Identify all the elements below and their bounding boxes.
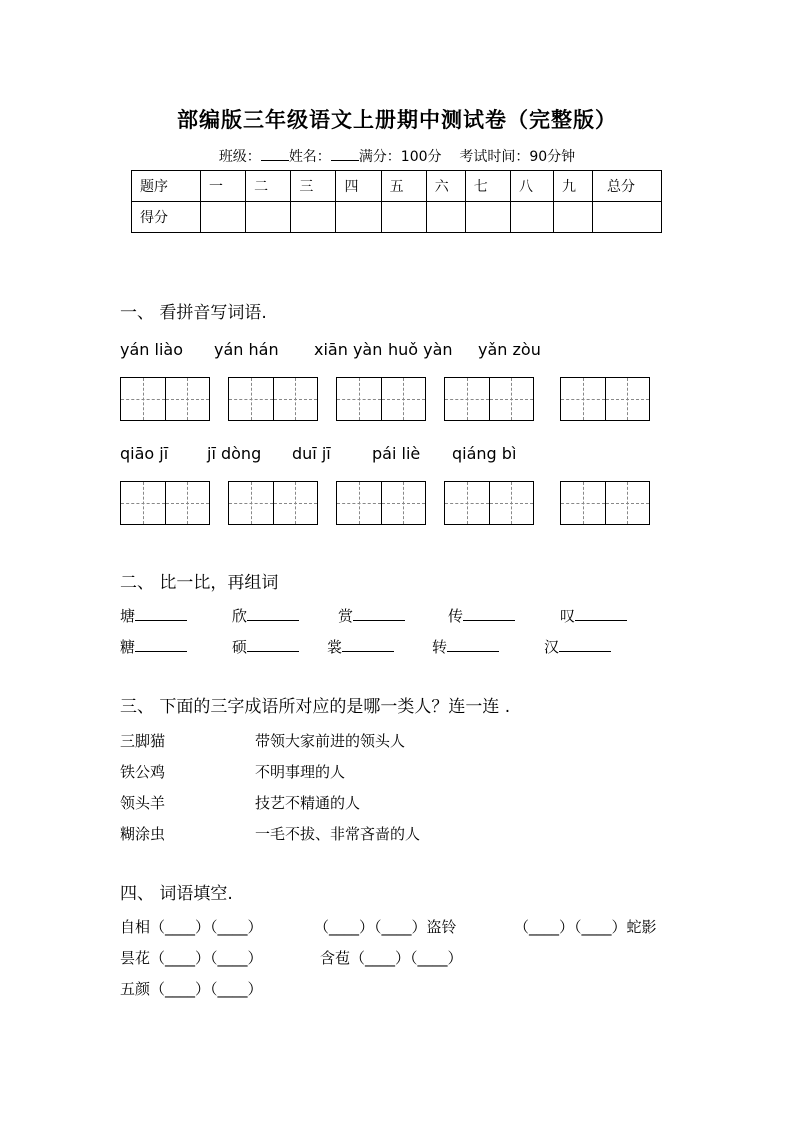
compare-item [544,636,611,657]
score-cell[interactable] [201,202,246,233]
compare-char: 转 [432,638,448,656]
score-header-cell: 六 [426,171,465,202]
answer-line[interactable] [342,637,394,652]
pinyin-1-4: huǒ yàn [388,340,453,359]
score-header-cell: 九 [554,171,593,202]
idiom-right[interactable]: 带领大家前进的领头人 [255,732,406,750]
compare-char: 欣 [232,607,248,625]
compare-item [120,636,187,657]
score-header-cell: 总分 [593,171,662,202]
score-cell[interactable] [593,202,662,233]
compare-item [120,605,187,626]
idiom-left[interactable]: 领头羊 [120,794,166,812]
score-header-cell: 二 [246,171,291,202]
pinyin-2-1: qiāo jī [120,444,169,463]
writing-grid[interactable] [560,481,650,525]
score-cell[interactable] [246,202,291,233]
score-cell[interactable] [465,202,510,233]
compare-char: 赏 [338,607,354,625]
fill-blank-item[interactable]: （____）（____）蛇影 [514,918,657,936]
score-cell[interactable] [336,202,381,233]
writing-grid[interactable] [228,377,318,421]
idiom-right[interactable]: 一毛不拔、非常吝啬的人 [255,825,421,843]
answer-line[interactable] [559,637,611,652]
exam-info [0,146,794,166]
class-blank[interactable] [261,148,289,161]
answer-line[interactable] [247,606,299,621]
score-header-cell: 八 [511,171,554,202]
compare-item [232,636,299,657]
compare-item [338,605,405,626]
pinyin-2-3: duī jī [292,444,331,463]
section3-title: 三、 下面的三字成语所对应的是哪一类人？连一连 . [120,697,511,717]
section4-title: 四、 词语填空. [120,884,233,904]
fill-blank-item[interactable]: 自相（____）（____） [120,918,263,936]
compare-item [448,605,515,626]
idiom-left[interactable]: 三脚猫 [120,732,166,750]
fill-blank-item[interactable]: （____）（____）盗铃 [314,918,457,936]
compare-char: 裳 [327,638,343,656]
compare-char: 糖 [120,638,136,656]
score-cell[interactable] [291,202,336,233]
score-cell[interactable] [554,202,593,233]
score-row-label: 得分 [132,202,201,233]
answer-line[interactable] [247,637,299,652]
compare-item [327,636,394,657]
pinyin-2-4: pái liè [372,444,421,463]
answer-line[interactable] [575,606,627,621]
answer-line[interactable] [135,606,187,621]
compare-char: 叹 [560,607,576,625]
pinyin-2-2: jī dòng [207,444,262,463]
fill-blank-item[interactable]: 含苞（____）（____） [320,949,463,967]
section1-title: 一、 看拼音写词语. [120,303,267,323]
writing-grid[interactable] [120,481,210,525]
idiom-right[interactable]: 技艺不精通的人 [255,794,361,812]
score-header-cell: 七 [465,171,510,202]
writing-grid[interactable] [120,377,210,421]
answer-line[interactable] [447,637,499,652]
score-cell[interactable] [381,202,426,233]
score-cell[interactable] [511,202,554,233]
pinyin-1-3: xiān yàn [314,340,383,359]
score-cell[interactable] [426,202,465,233]
fill-blank-item[interactable]: 五颜（____）（____） [120,980,263,998]
writing-grid[interactable] [228,481,318,525]
score-header-cell: 三 [291,171,336,202]
writing-grid[interactable] [336,481,426,525]
class-label: 班级： [218,149,261,165]
idiom-left[interactable]: 糊涂虫 [120,825,166,843]
pinyin-1-1: yán liào [120,340,183,359]
score-header-cell: 四 [336,171,381,202]
score-header-cell: 题序 [132,171,201,202]
idiom-right[interactable]: 不明事理的人 [255,763,346,781]
compare-item [432,636,499,657]
answer-line[interactable] [353,606,405,621]
page-title: 部编版三年级语文上册期中测试卷（完整版） [177,107,617,132]
idiom-left[interactable]: 铁公鸡 [120,763,166,781]
fill-blank-item[interactable]: 昙花（____）（____） [120,949,263,967]
writing-grid[interactable] [444,481,534,525]
name-label: 姓名： [288,149,331,165]
pinyin-2-5: qiáng bì [452,444,517,463]
compare-char: 汉 [544,638,560,656]
answer-line[interactable] [463,606,515,621]
exam-time: 考试时间：90分钟 [459,149,576,165]
compare-char: 塘 [120,607,136,625]
answer-line[interactable] [135,637,187,652]
score-table [131,170,662,233]
score-header-cell: 一 [201,171,246,202]
compare-item [560,605,627,626]
full-score: 满分：100分 [358,149,442,165]
compare-item [232,605,299,626]
writing-grid[interactable] [336,377,426,421]
writing-grid[interactable] [444,377,534,421]
pinyin-1-2: yán hán [214,340,279,359]
compare-char: 硕 [232,638,248,656]
section2-title: 二、 比一比，再组词 [120,573,279,593]
score-header-row [132,171,662,202]
writing-grid[interactable] [560,377,650,421]
score-header-cell: 五 [381,171,426,202]
score-row [132,202,662,233]
compare-char: 传 [448,607,464,625]
pinyin-1-5: yǎn zòu [478,340,541,359]
name-blank[interactable] [331,148,359,161]
